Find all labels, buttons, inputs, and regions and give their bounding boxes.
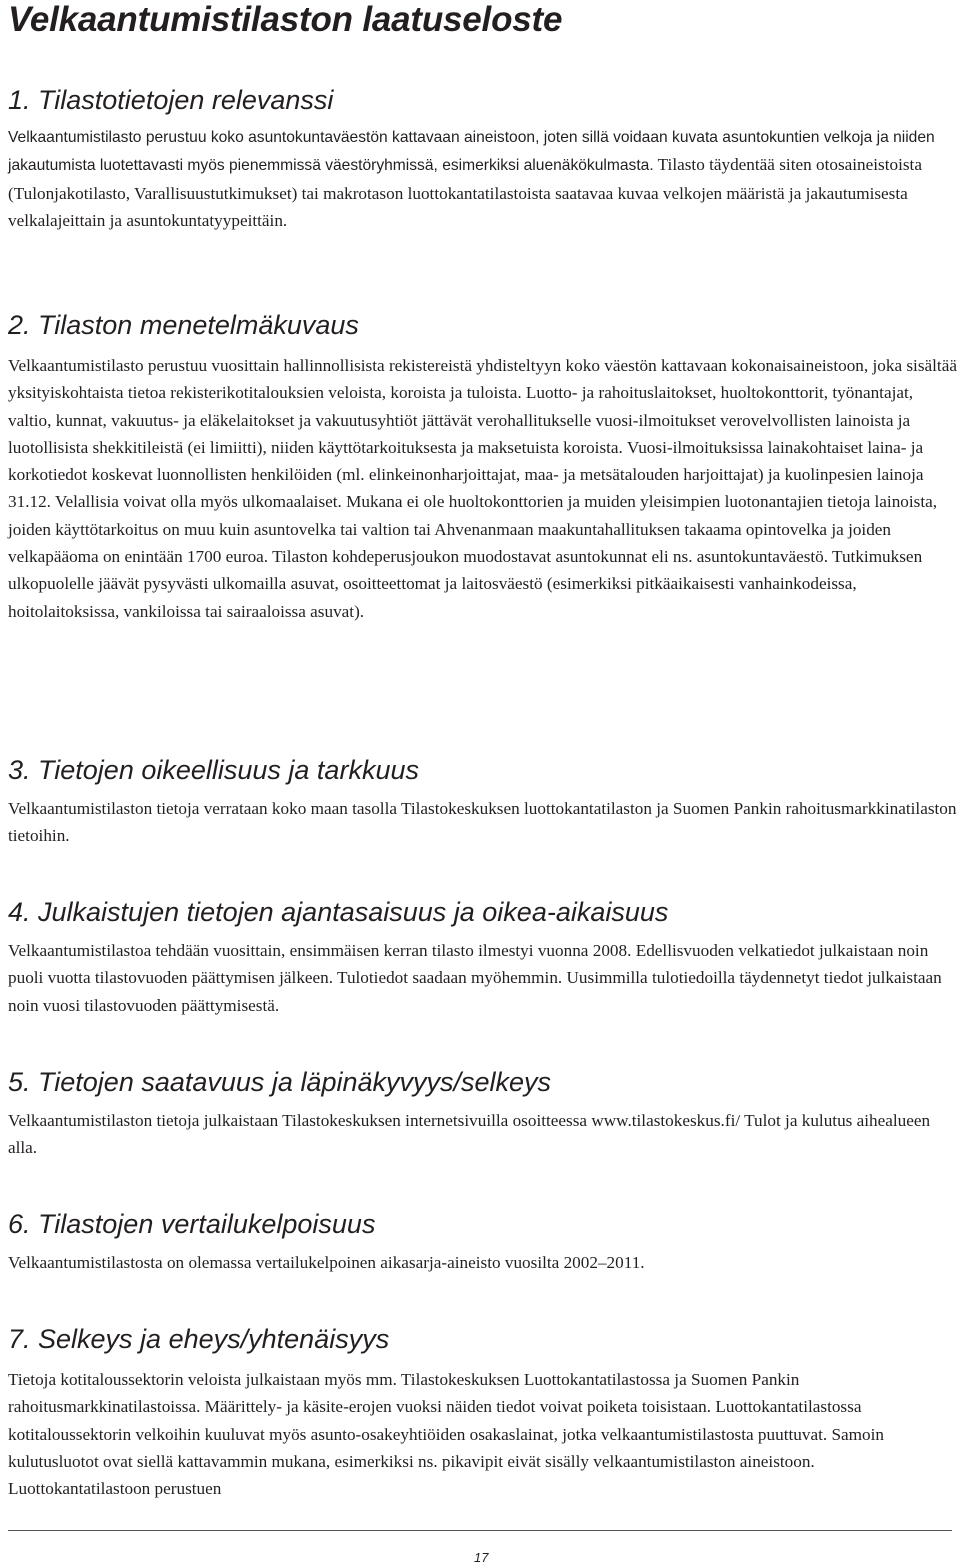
page-number: 17 xyxy=(474,1550,489,1565)
footer-divider xyxy=(8,1530,952,1531)
section-body-3: Velkaantumistilaston tietoja verrataan koko maan tasolla Tilastokeskuksen luottokantatilaston ja Suomen Pankin rahoitusmarkkinatilaston tietoihin. xyxy=(8,799,957,846)
section-body-6: Velkaantumistilastosta on olemassa vertailukelpoinen aikasarja-aineisto vuosilta 2002–2011. xyxy=(8,1253,645,1272)
section-heading-1: 1. Tilastotietojen relevanssi xyxy=(8,85,334,115)
section-heading-4: 4. Julkaistujen tietojen ajantasaisuus ja oikea-aikaisuus xyxy=(8,897,669,927)
section-body-1 xyxy=(8,123,958,234)
section-heading-3: 3. Tietojen oikeellisuus ja tarkkuus xyxy=(8,755,419,785)
section-heading-5: 5. Tietojen saatavuus ja läpinäkyvyys/selkeys xyxy=(8,1067,552,1097)
section-heading-2: 2. Tilaston menetelmäkuvaus xyxy=(8,310,359,340)
section-body-4: Velkaantumistilastoa tehdään vuosittain, ensimmäisen kerran tilasto ilmestyi vuonna 2008. Edellisvuoden velkatiedot julkaistaan noin puoli vuotta tilastovuoden päättymisen jälkeen. Tulotiedot saadaan myöhemmin. Uusimmilla tulotiedoilla täydennetyt tiedot julkaistaan noin vuosi tilastovuoden päättymisestä. xyxy=(8,941,942,1015)
section-lead-1: Velkaantumistilasto perustuu koko asuntokuntaväestön kattavaan aineistoon, joten sillä voidaan kuvata asuntokuntien velkoja ja niiden jakautumista luotettavasti myös pienemmissä väestöryhmissä, esimerkiksi aluenäkökulmasta. xyxy=(8,129,935,175)
document-title: Velkaantumistilaston laatuseloste xyxy=(8,0,563,39)
section-body-2: Velkaantumistilasto perustuu vuosittain hallinnollisista rekistereistä yhdisteltyyn koko väestön kattavaan kokonaisaineistoon, joka sisältää yksityiskohtaista tietoa rekisterikotitalouksien veloista, koroista ja tuloista. Luotto- ja rahoituslaitokset, huoltokonttorit, työnantajat, valtio, kunnat, vakuutus- ja eläkelaitokset ja vakuutusyhtiöt jättävät verohallitukselle vuosi-ilmoitukset verovelvollisten lainoista ja luotollisista shekkitileistä (ei limiitti), niiden käyttötarkoituksesta ja maksetuista koroista. Vuosi-ilmoituksissa lainakohtaiset laina- ja korkotiedot koskevat luonnollisten henkilöiden (ml. elinkeinonharjoittajat, maa- ja metsätalouden harjoittajat) ja kuolinpesien lainoja 31.12. Velallisia voivat olla myös ulkomaalaiset. Mukana ei ole huoltokonttorien ja muiden yleisimpien luotonantajien tietoja lainoista, joiden käyttötarkoitus on muu kuin asuntovelka tai valtion tai Ahvenanmaan maakuntahallituksen takaama opintovelka ja joiden velkapääoma on enintään 1700 euroa. Tilaston kohdeperusjoukon muodostavat asuntokunnat eli ns. asuntokuntaväestö. Tutkimuksen ulkopuolelle jäävät pysyvästi ulkomailla asuvat, osoitteettomat ja laitosväestö (esimerkiksi pitkäaikaisesti vanhainkodeissa, hoitolaitoksissa, vankiloissa tai sairaaloissa asuvat). xyxy=(8,356,957,621)
section-heading-6: 6. Tilastojen vertailukelpoisuus xyxy=(8,1209,376,1239)
section-body-7: Tietoja kotitaloussektorin veloista julkaistaan myös mm. Tilastokeskuksen Luottokantatilastossa ja Suomen Pankin rahoitusmarkkinatilastoissa. Määrittely- ja käsite-erojen vuoksi näiden tiedot voivat poiketa toisistaan. Luottokantatilastossa kotitaloussektorin velkoihin kuuluvat myös asunto-osakeyhtiöiden osakaslainat, jotka velkaantumistilastosta puuttuvat. Samoin kulutusluotot ovat siellä kattavammin mukana, esimerkiksi ns. pikavipit eivät sisälly velkaantumistilaston aineistoon. Luottokantatilastoon perustuen xyxy=(8,1370,884,1499)
section-body-5: Velkaantumistilaston tietoja julkaistaan Tilastokeskuksen internetsivuilla osoitteessa www.tilastokeskus.fi/ Tulot ja kulutus aihealueen alla. xyxy=(8,1111,931,1158)
section-text-1: Tilasto täydentää siten otosaineistoista (Tulonjakotilasto, Varallisuustutkimukset) tai makrotason luottokantatilastoista saatavaa kuvaa velkojen määristä ja jakautumisesta velkalajeittain ja asuntokuntatyypeittäin. xyxy=(8,155,922,230)
section-heading-7: 7. Selkeys ja eheys/yhtenäisyys xyxy=(8,1324,390,1354)
